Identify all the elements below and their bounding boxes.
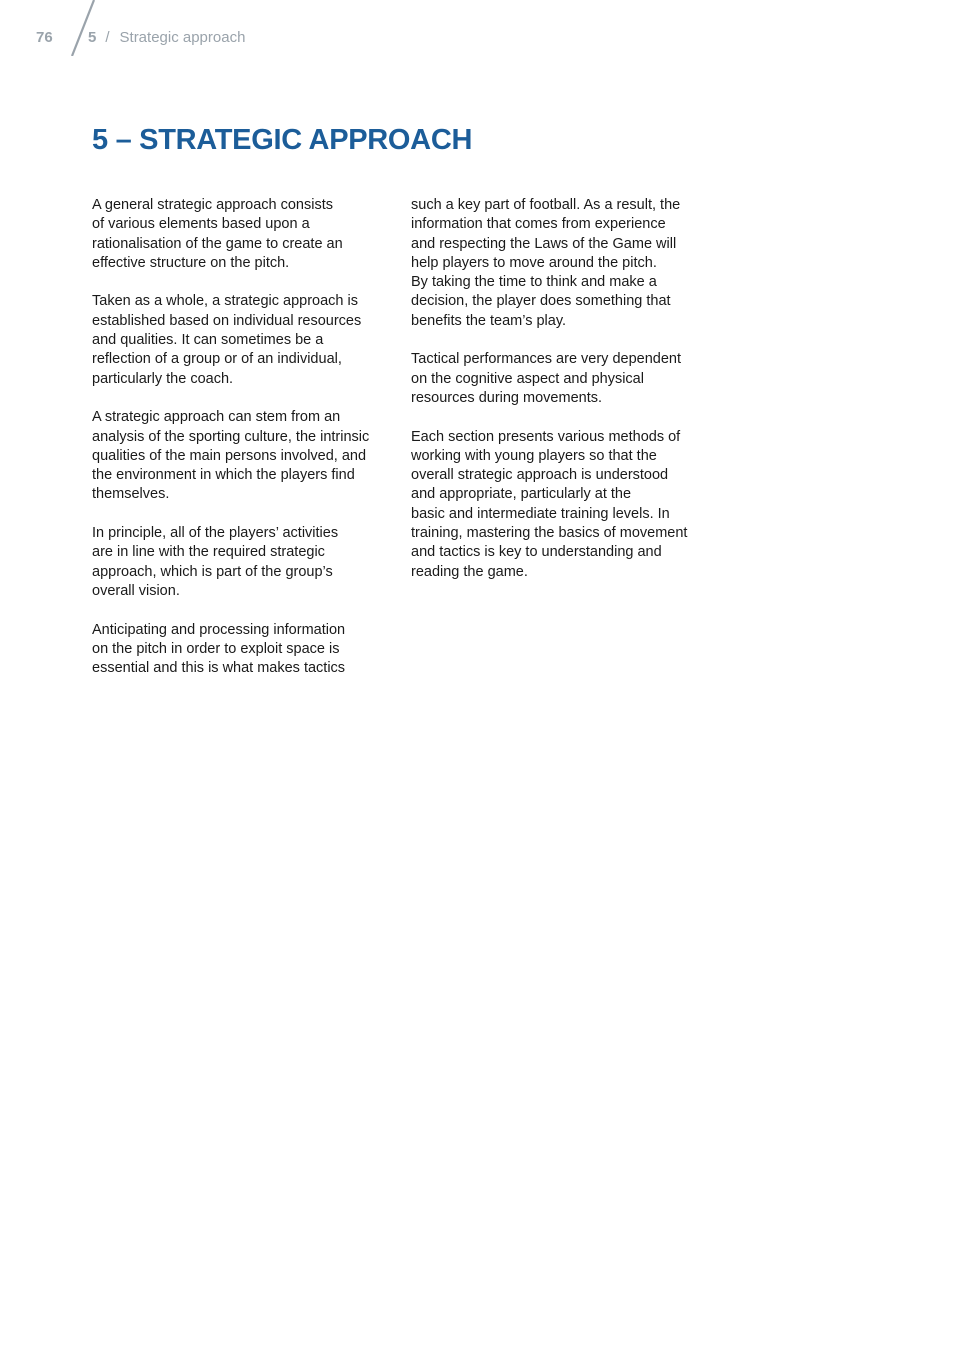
running-header (88, 29, 245, 46)
text-line: on the cognitive aspect and physical (411, 370, 644, 387)
text-line: benefits the team’s play. (411, 312, 567, 329)
text-line: approach, which is part of the group’s (92, 563, 333, 580)
text-line: A strategic approach can stem from an (92, 409, 341, 426)
paragraph (411, 350, 711, 408)
paragraph (92, 408, 392, 504)
text-line: analysis of the sporting culture, the intrinsic (92, 428, 370, 445)
paragraph (92, 196, 392, 273)
text-line: information that comes from experience (411, 216, 666, 233)
text-line: rationalisation of the game to create an (92, 235, 343, 252)
text-line: In principle, all of the players’ activities (92, 525, 339, 542)
paragraph (92, 621, 392, 679)
text-line: Anticipating and processing information (92, 621, 346, 638)
right-text-column (411, 196, 711, 601)
text-line: and tactics is key to understanding and (411, 544, 662, 561)
text-line: and qualities. It can sometimes be a (92, 332, 324, 349)
text-line: qualities of the main persons involved, and (92, 447, 367, 464)
text-line: such a key part of football. As a result, the (411, 197, 681, 213)
text-line: By taking the time to think and make a (411, 274, 657, 291)
page-title: 5 – STRATEGIC APPROACH (92, 124, 473, 156)
text-line: A general strategic approach consists (92, 197, 333, 213)
paragraph (411, 428, 711, 582)
text-line: training, mastering the basics of movement (411, 525, 688, 542)
header-separator: / (105, 29, 110, 46)
paragraph (92, 292, 392, 388)
text-line: overall vision. (92, 582, 180, 599)
text-line: effective structure on the pitch. (92, 254, 290, 271)
text-line: and respecting the Laws of the Game will (411, 235, 677, 252)
text-line: working with young players so that the (411, 447, 657, 464)
text-line: overall strategic approach is understood (411, 467, 669, 484)
header-slash-divider (68, 0, 98, 56)
text-line: Tactical performances are very dependent (411, 351, 682, 368)
text-line: resources during movements. (411, 389, 602, 406)
text-line: on the pitch in order to exploit space is (92, 640, 340, 657)
text-line: Each section presents various methods of (411, 428, 681, 445)
text-line: Taken as a whole, a strategic approach is (92, 293, 358, 310)
text-line: particularly the coach. (92, 370, 234, 387)
text-line: reflection of a group or of an individual, (92, 351, 342, 368)
page-number: 76 (36, 29, 53, 46)
paragraph (92, 524, 392, 601)
text-line: decision, the player does something that (411, 293, 671, 310)
paragraph (411, 196, 711, 331)
text-line: and appropriate, particularly at the (411, 486, 632, 503)
text-line: help players to move around the pitch. (411, 254, 657, 271)
text-line: are in line with the required strategic (92, 544, 325, 561)
text-line: themselves. (92, 486, 170, 503)
text-line: established based on individual resources (92, 312, 362, 329)
text-line: essential and this is what makes tactics (92, 660, 346, 677)
text-line: the environment in which the players find (92, 467, 355, 484)
text-line: reading the game. (411, 563, 528, 580)
chapter-title: Strategic approach (119, 29, 246, 46)
chapter-number: 5 (88, 29, 97, 46)
text-line: basic and intermediate training levels. In (411, 505, 670, 522)
left-text-column (92, 196, 392, 698)
text-line: of various elements based upon a (92, 216, 310, 233)
